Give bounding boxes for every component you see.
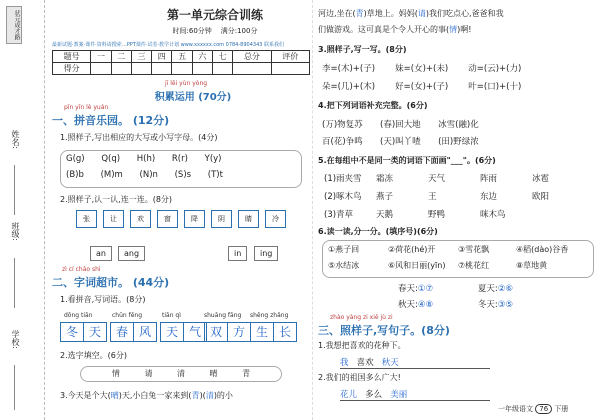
exam-meta <box>120 26 310 36</box>
math-item: 李=(木)+(子) <box>322 64 376 74</box>
py-word: dōng tiān <box>64 312 93 319</box>
choice: 晴 <box>209 369 218 378</box>
letters-row-2 <box>66 170 223 180</box>
letter-pair: (M)m <box>100 170 123 180</box>
text: )的小 <box>213 391 233 400</box>
fill-item: (万)物复苏 <box>322 120 363 130</box>
r-q3: 3.照样子,写一写。(8分) <box>318 45 407 54</box>
py-word: shuāng fāng <box>204 312 242 319</box>
s2-title: 二、字词超市。 (44分) <box>52 276 170 289</box>
season-answer: ④⑧ <box>417 300 434 310</box>
group-word: 咪木鸟 <box>480 210 506 220</box>
score-header-row <box>53 51 310 63</box>
answer: 晴 <box>110 391 119 400</box>
group-word: 阵雨 <box>480 174 498 184</box>
text: )( <box>199 391 206 400</box>
r-q5: 5.在每组中不是同一类的词语下面画"___"。(6分) <box>318 156 496 165</box>
text: 喜欢 <box>356 358 374 368</box>
text: )天,小白兔一家来到( <box>118 391 192 400</box>
page-divider <box>312 0 314 420</box>
s1-title: 一、拼音乐园。 (12分) <box>52 114 170 127</box>
math-item: 叶=(口)+(十) <box>468 82 522 92</box>
py-word: tiān qì <box>162 312 181 319</box>
group-word: 燕子 <box>376 192 394 202</box>
score-cell: 题号 <box>53 51 91 63</box>
char-box: 睛 <box>238 210 259 228</box>
score-cell: 三 <box>131 51 151 63</box>
score-cell: 五 <box>172 51 192 63</box>
group-row-3 <box>324 208 506 220</box>
group-word: 王 <box>428 192 437 202</box>
s1-q1: 1.照样子,写出相应的大写或小写字母。(4分) <box>60 133 218 142</box>
score-input[interactable] <box>172 63 192 75</box>
school-line <box>14 365 15 410</box>
choice: 青 <box>242 369 251 378</box>
pinyin-box: an <box>90 246 112 261</box>
score-label: 得分 <box>53 63 91 75</box>
py-word: chūn fēng <box>112 312 143 319</box>
season-answer: ①⑦ <box>417 284 434 294</box>
fill-item: (田)野绿浓 <box>438 137 479 147</box>
season-label: 春天: <box>398 284 418 294</box>
score-cell: 四 <box>152 51 172 63</box>
notice-strip: 最新试题·教案·课件·资料请搜索…PPT课件·试卷·教学计划 www.xxxxxx.com 0784-8904343 联系我们 <box>52 42 285 48</box>
s3-pinyin: zhào yàng zi xiě jù zi <box>330 314 393 321</box>
options-row-2 <box>328 260 547 271</box>
answer: 花儿 <box>340 390 358 400</box>
score-input[interactable] <box>271 63 309 75</box>
season-row-1 <box>398 282 513 294</box>
option: ④稻(dào)谷香 <box>516 245 569 254</box>
math-row-1 <box>322 62 521 74</box>
answer: 清 <box>205 391 214 400</box>
full-score: 满分:100分 <box>220 27 258 35</box>
hanzi-box: 生 <box>250 322 274 342</box>
name-label: 姓名: <box>11 130 20 149</box>
letter-pair: (B)b <box>66 170 84 180</box>
answer: 情 <box>449 25 458 34</box>
choice: 情 <box>111 369 120 378</box>
char-box: 降 <box>184 210 205 228</box>
letter-pair: (N)n <box>139 170 158 180</box>
s3-answer-1 <box>340 356 490 369</box>
hanzi-box: 冬 <box>60 322 84 342</box>
option: ①燕子回 <box>328 245 360 254</box>
hanzi-box: 风 <box>133 322 157 342</box>
math-item: 好=(女)+(子) <box>395 82 449 92</box>
score-input[interactable] <box>233 63 271 75</box>
answer: 我 <box>340 358 349 368</box>
option: ⑤水结冰 <box>328 261 360 270</box>
group-row-1 <box>324 172 549 184</box>
season-answer: ③⑤ <box>497 300 513 310</box>
math-row-2 <box>322 80 521 92</box>
fill-item: (春)回大地 <box>380 120 421 130</box>
s1-q2: 2.照样子,认一认,连一连。(8分) <box>60 195 173 204</box>
class-label: 班级: <box>11 222 20 241</box>
score-input[interactable] <box>152 63 172 75</box>
option: ②荷花(hé)开 <box>388 245 436 254</box>
s3-q1: 1.我想把喜欢的花种下。 <box>318 341 406 350</box>
s3-q2: 2.我们的祖国多么广大! <box>318 373 401 382</box>
group-word: 天气 <box>428 174 446 184</box>
text: 多么 <box>365 390 383 400</box>
letter-pair: (S)s <box>174 170 192 180</box>
fill-item: 冰雪(融)化 <box>438 120 479 130</box>
option: ⑦桃花红 <box>458 261 490 270</box>
r-q4: 4.把下列词语补充完整。(6分) <box>318 101 428 110</box>
score-cell: 总分 <box>233 51 271 63</box>
score-input[interactable] <box>111 63 131 75</box>
r-line1 <box>318 8 504 19</box>
math-item: 朵=(几)+(木) <box>322 82 376 92</box>
score-input[interactable] <box>213 63 233 75</box>
season-label: 夏天: <box>477 284 498 294</box>
letter-pair: Q(q) <box>101 154 121 164</box>
name-line <box>14 165 15 215</box>
group-word: 天鹅 <box>376 210 394 220</box>
hanzi-box: 天 <box>160 322 184 342</box>
score-cell: 二 <box>111 51 131 63</box>
option: ⑥风和日丽(yīn) <box>388 261 446 270</box>
s2-q1: 1.看拼音,写词语。(8分) <box>60 295 146 304</box>
pinyin-box: in <box>228 246 247 261</box>
s2-q2: 2.选字填空。(6分) <box>60 351 127 360</box>
hanzi-box: 双 <box>204 322 228 342</box>
footer-volume: 下册 <box>554 405 569 413</box>
text: )啊! <box>457 25 472 34</box>
season-label: 冬天: <box>477 300 498 310</box>
letter-pair: Y(y) <box>204 154 222 164</box>
group-word: (3)青草 <box>324 210 354 220</box>
fill-row-2 <box>322 135 479 147</box>
footer-subject: 一年级语文 <box>498 405 533 413</box>
fill-item: 百(花)争鸣 <box>322 137 363 147</box>
hanzi-box: 方 <box>227 322 251 342</box>
hanzi-box: 天 <box>83 322 107 342</box>
group-word: 欧阳 <box>532 192 550 202</box>
s1-pinyin: pīn yīn lè yuán <box>64 104 109 111</box>
score-cell: 评价 <box>271 51 309 63</box>
school-label: 学校: <box>11 330 20 349</box>
score-input[interactable] <box>91 63 111 75</box>
pinyin-box: ing <box>254 246 278 261</box>
s3-title: 三、照样子,写句子。(8分) <box>318 324 450 337</box>
hanzi-box: 气 <box>183 322 207 342</box>
score-table <box>52 50 310 75</box>
math-item: 妹=(女)+(未) <box>395 64 449 74</box>
page-title: 第一单元综合训练 <box>166 8 263 22</box>
choice: 清 <box>177 369 185 378</box>
s2-pinyin: zì cí chāo shì <box>62 266 101 273</box>
math-item: 动=(云)+(力) <box>468 64 522 74</box>
section-banner: 积累运用 (70分) <box>154 92 232 103</box>
hanzi-box: 春 <box>110 322 134 342</box>
r-line2 <box>318 24 471 35</box>
answer: 秋天 <box>381 358 399 368</box>
option: ⑧草地黄 <box>516 261 548 270</box>
group-word: (2)啄木鸟 <box>324 192 362 202</box>
char-box: 让 <box>103 210 124 228</box>
text: )我们吃点心,爸爸和我 <box>425 9 504 18</box>
answer: 青 <box>355 9 364 18</box>
text: 3.今天是个大( <box>60 391 111 400</box>
fill-item: (天)叫丫喳 <box>380 137 421 147</box>
season-answer: ②⑥ <box>497 284 513 294</box>
group-word: 冰雹 <box>532 174 550 184</box>
group-word: 霜冻 <box>376 174 394 184</box>
hanzi-box: 长 <box>273 322 297 342</box>
score-input[interactable] <box>192 63 212 75</box>
letter-pair: H(h) <box>136 154 156 164</box>
options-row-1 <box>328 244 568 255</box>
binding-spine <box>0 0 45 420</box>
choice: 请 <box>144 369 153 378</box>
score-cell: 一 <box>91 51 111 63</box>
answer: 美丽 <box>390 390 408 400</box>
answer: 请 <box>417 9 426 18</box>
score-cell: 六 <box>192 51 212 63</box>
season-label: 秋天: <box>398 300 418 310</box>
text: 河边,坐在( <box>318 9 356 18</box>
text: )草地上。妈妈( <box>363 9 418 18</box>
letters-row-1 <box>66 154 221 164</box>
char-box: 窗 <box>157 210 178 228</box>
pinyin-box: ang <box>118 246 145 261</box>
char-box: 冷 <box>265 210 286 228</box>
char-box: 欢 <box>130 210 151 228</box>
s2-q3 <box>60 390 233 401</box>
letter-pair: (T)t <box>207 170 223 180</box>
letter-pair: R(r) <box>171 154 188 164</box>
score-cell: 七 <box>213 51 233 63</box>
class-line <box>14 258 15 308</box>
page-footer <box>498 404 568 414</box>
fill-row-1 <box>322 118 479 130</box>
s3-answer-2 <box>340 388 490 401</box>
choice-bubble <box>80 366 282 382</box>
time-limit: 时间:60分钟 <box>172 27 212 35</box>
spine-tag: 状元成才路 <box>6 6 22 44</box>
option: ③雪花飘 <box>458 245 490 254</box>
banner-pinyin: jī lěi yùn yòng <box>165 80 208 87</box>
letter-pair: G(g) <box>66 154 85 164</box>
r-q6: 6.读一读,分一分。(填序号)(6分) <box>318 227 438 236</box>
score-value-row <box>53 63 310 75</box>
char-box: 阴 <box>211 210 232 228</box>
char-box: 张 <box>76 210 97 228</box>
group-word: (1)雨夹雪 <box>324 174 362 184</box>
page-number: 76 <box>535 404 552 414</box>
group-word: 东边 <box>480 192 498 202</box>
py-word: shēng zhǎng <box>250 312 289 319</box>
season-row-2 <box>398 298 513 310</box>
score-input[interactable] <box>131 63 151 75</box>
group-row-2 <box>324 190 549 202</box>
group-word: 野鸭 <box>428 210 446 220</box>
text: 们做游戏。这可真是个令人开心的事( <box>318 25 450 34</box>
answer: 青 <box>191 391 200 400</box>
